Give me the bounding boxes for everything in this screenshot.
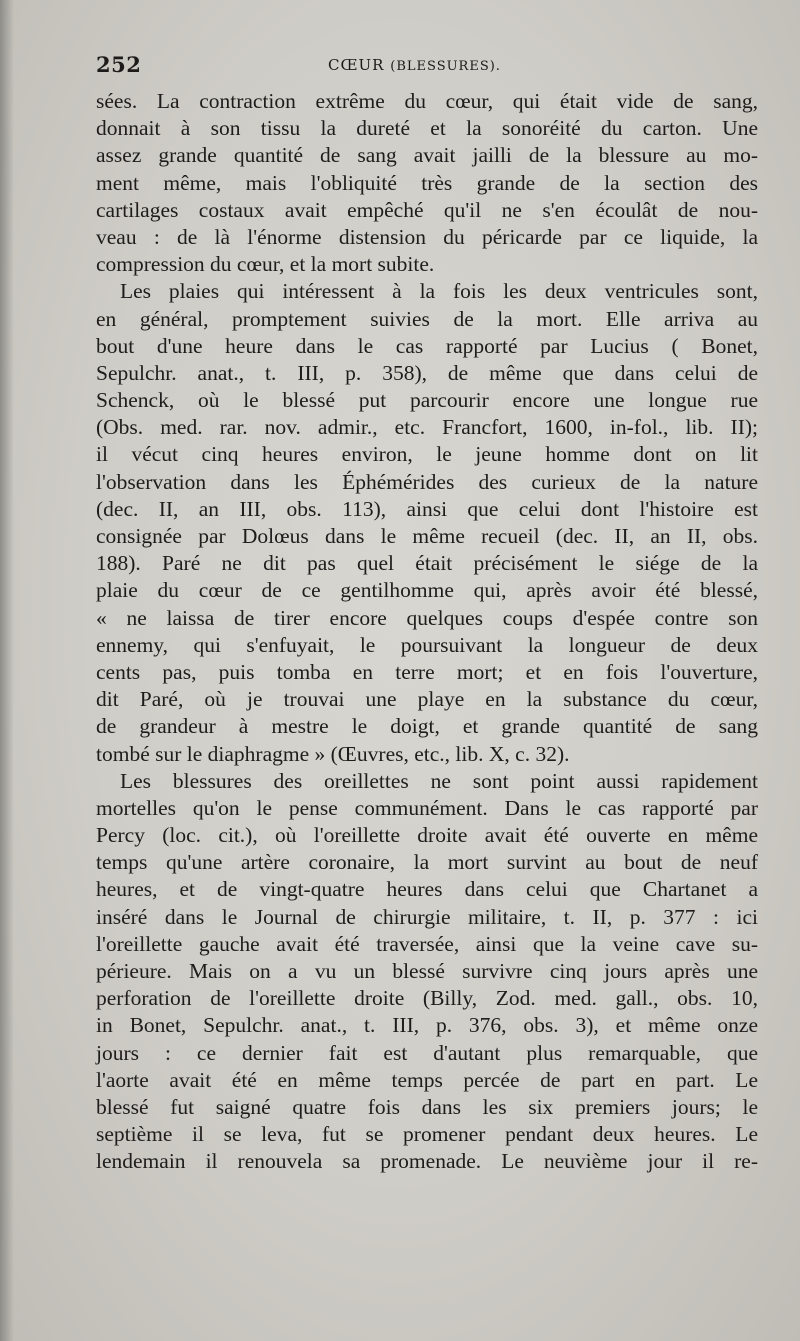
text-line: dit Paré, où je trouvai une playe en la substance du cœur,: [96, 687, 758, 712]
body-text: [96, 88, 758, 1176]
text-line: lendemain il renouvela sa promenade. Le neuvième jour il re-: [96, 1149, 758, 1174]
text-line: assez grande quantité de sang avait jailli de la blessure au mo-: [96, 143, 758, 168]
text-line: (dec. II, an III, obs. 113), ainsi que celui dont l'histoire est: [96, 496, 758, 521]
text-line: Sepulchr. anat., t. III, p. 358), de même que dans celui de: [96, 360, 758, 385]
text-line: en général, promptement suivies de la mort. Elle arriva au: [96, 306, 758, 331]
text-line: Les blessures des oreillettes ne sont point aussi rapidement: [120, 768, 758, 793]
section-title-main: CŒUR: [328, 56, 385, 74]
page-gutter-shadow: [0, 0, 14, 1341]
text-line: heures, et de vingt-quatre heures dans celui que Chartanet a: [96, 877, 758, 902]
text-line: 188). Paré ne dit pas quel était précisément le siége de la: [96, 551, 758, 576]
text-line: cents pas, puis tomba en terre mort; et en fois l'ouverture,: [96, 659, 758, 684]
text-line: Les plaies qui intéressent à la fois les deux ventricules sont,: [120, 279, 758, 304]
text-line: périeure. Mais on a vu un blessé survivre cinq jours après une: [96, 959, 758, 983]
page-number: 252: [96, 52, 142, 77]
text-line: de grandeur à mestre le doigt, et grande quantité de sang: [96, 714, 758, 739]
text-line: bout d'une heure dans le cas rapporté par Lucius ( Bonet,: [96, 333, 758, 358]
text-line: donnait à son tissu la dureté et la sonoréité du carton. Une: [96, 116, 758, 141]
text-line: Percy (loc. cit.), où l'oreillette droite avait été ouverte en même: [96, 823, 758, 848]
text-line: tombé sur le diaphragme » (Œuvres, etc., lib. X, c. 32).: [96, 741, 570, 766]
text-line: in Bonet, Sepulchr. anat., t. III, p. 376, obs. 3), et même onze: [96, 1013, 758, 1038]
text-line: mortelles qu'on le pense communément. Dans le cas rapporté par: [96, 795, 758, 820]
text-line: cartilages costaux avait empêché qu'il ne s'en écoulât de nou-: [96, 197, 758, 222]
text-line: (Obs. med. rar. nov. admir., etc. Francfort, 1600, in-fol., lib. II);: [96, 415, 758, 440]
text-line: l'aorte avait été en même temps percée de part en part. Le: [96, 1067, 758, 1092]
text-line: veau : de là l'énorme distension du péricarde par ce liquide, la: [96, 224, 758, 249]
section-title-sub: (BLESSURES).: [390, 59, 501, 74]
text-line: l'observation dans les Éphémérides des curieux de la nature: [96, 469, 758, 494]
text-line: consignée par Dolœus dans le même recueil (dec. II, an II, obs.: [96, 524, 758, 548]
text-line: septième il se leva, fut se promener pendant deux heures. Le: [96, 1122, 758, 1147]
text-line: perforation de l'oreillette droite (Billy, Zod. med. gall., obs. 10,: [96, 986, 758, 1011]
text-line: ment même, mais l'obliquité très grande de la section des: [96, 170, 758, 195]
text-line: ennemy, qui s'enfuyait, le poursuivant la longueur de deux: [96, 632, 758, 657]
text-line: Schenck, où le blessé put parcourir encore une longue rue: [96, 388, 758, 413]
text-line: plaie du cœur de ce gentilhomme qui, après avoir été blessé,: [96, 578, 758, 603]
running-head: [96, 52, 758, 84]
text-line: inséré dans le Journal de chirurgie militaire, t. II, p. 377 : ici: [96, 904, 758, 929]
text-line: « ne laissa de tirer encore quelques coups d'espée contre son: [96, 605, 758, 630]
text-line: l'oreillette gauche avait été traversée, ainsi que la veine cave su-: [96, 931, 758, 956]
text-line: jours : ce dernier fait est d'autant plus remarquable, que: [96, 1040, 758, 1065]
text-line: sées. La contraction extrême du cœur, qui était vide de sang,: [96, 89, 758, 113]
text-line: blessé fut saigné quatre fois dans les six premiers jours; le: [96, 1094, 758, 1119]
section-title: [328, 56, 501, 74]
text-line: compression du cœur, et la mort subite.: [96, 252, 435, 277]
text-line: temps qu'une artère coronaire, la mort survint au bout de neuf: [96, 850, 758, 875]
text-line: il vécut cinq heures environ, le jeune homme dont on lit: [96, 442, 758, 467]
